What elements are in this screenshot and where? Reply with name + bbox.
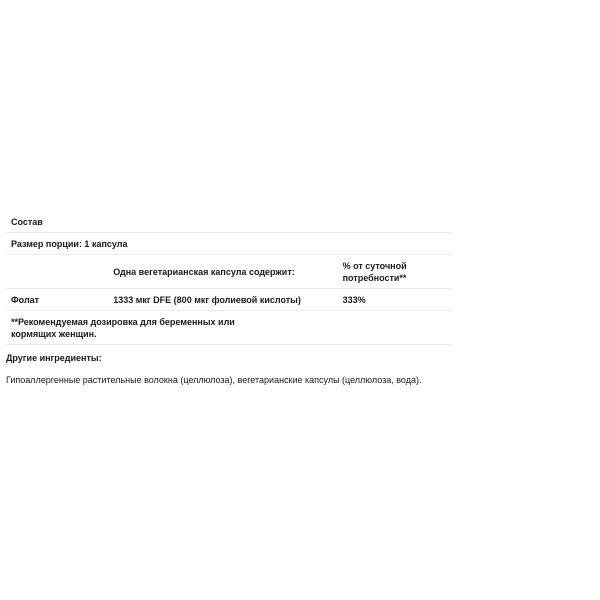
facts-footnote: **Рекомендуемая дозировка для беременных или кормящих женщин. bbox=[6, 311, 338, 345]
supplement-facts-table bbox=[6, 211, 452, 345]
footnote-empty-cell bbox=[338, 311, 452, 345]
nutrient-row bbox=[6, 289, 452, 311]
header-daily-value: % от суточной потребности** bbox=[338, 255, 452, 289]
other-ingredients-title: Другие ингредиенты: bbox=[6, 353, 102, 363]
serving-size: Размер порции: 1 капсула bbox=[6, 233, 452, 255]
facts-header-row bbox=[6, 255, 452, 289]
facts-title: Состав bbox=[6, 211, 452, 233]
header-empty-cell bbox=[6, 255, 108, 289]
facts-title-row bbox=[6, 211, 452, 233]
header-amount: Одна вегетарианская капсула содержит: bbox=[108, 255, 337, 289]
nutrient-name: Фолат bbox=[6, 289, 108, 311]
footnote-row bbox=[6, 311, 452, 345]
serving-size-row bbox=[6, 233, 452, 255]
other-ingredients-text: Гипоаллергенные растительные волокна (целлюлоза), вегетарианские капсулы (целлюлоза, вода). bbox=[6, 375, 422, 385]
nutrient-amount: 1333 мкг DFE (800 мкг фолиевой кислоты) bbox=[108, 289, 337, 311]
nutrient-daily-value: 333% bbox=[338, 289, 452, 311]
